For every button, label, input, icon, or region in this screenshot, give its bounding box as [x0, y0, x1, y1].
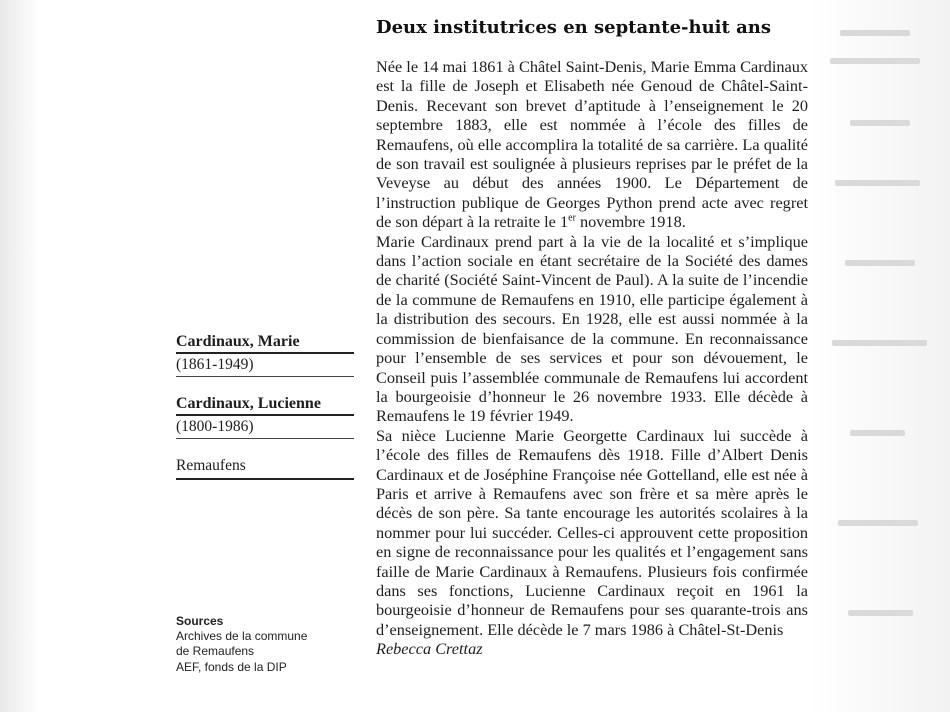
article-body — [376, 57, 808, 659]
person-1-dates: (1861-1949) — [176, 354, 354, 377]
sources-title: Sources — [176, 614, 224, 628]
place-block — [176, 456, 354, 480]
source-line: de Remaufens — [176, 644, 255, 659]
source-line: AEF, fonds de la DIP — [176, 659, 287, 674]
facing-page-bleed — [810, 0, 950, 712]
person-2-name: Cardinaux, Lucienne — [176, 394, 354, 416]
author-signature: Rebecca Crettaz — [376, 639, 483, 659]
page-edge-shadow — [0, 0, 40, 712]
person-1-block — [176, 332, 354, 377]
source-line: Archives de la commune — [176, 629, 308, 644]
paragraph-1-end: novembre 1918. — [575, 212, 686, 232]
paragraph-3: Sa nièce Lucienne Marie Georgette Cardinaux lui succède à l’école des filles de Remaufens dès 1918. Fille d’Albert Denis Cardinaux et de Joséphine Françoise née Gottelland, elle est née à Paris et arrive à Remaufens avec son frère et sa mère après le décès de son père. Sa tante encourage les autorités scolaires à la nommer pour lui succéder. Celles-ci approuvent cette proposition en signe de reconnaissance pour les qualités et l’engagement sans faille de Marie Cardinaux à Remaufens. Plusieurs fois confirmée dans ses fonctions, Lucienne Cardinaux reçoit en 1961 la bourgeoisie d’honneur de Remaufens pour ses quarante-trois ans d’enseignement. Elle décède le 7 mars 1986 à Châtel-St-Denis — [376, 425, 808, 639]
person-2-block — [176, 394, 354, 439]
article-title: Deux institutrices en septante-huit ans — [376, 17, 771, 38]
paragraph-2: Marie Cardinaux prend part à la vie de la localité et s’implique dans l’action sociale en étant secrétaire de la Société des dames de charité (Société Saint-Vincent de Paul). A la suite de l’incendie de la commune de Remaufens en 1910, elle participe également à la distribution des secours. En 1928, elle est aussi nommée à la commission de bienfaisance de la commune. En reconnaissance pour l’ensemble de ses services et pour son dévouement, le Conseil puis l’assemblée communale de Remaufens lui accordent la bourgeoisie d’honneur le 26 novembre 1933. Elle décède à Remaufens le 19 février 1949. — [376, 231, 808, 426]
place-name: Remaufens — [176, 456, 354, 480]
paragraph-1 — [376, 57, 808, 232]
ordinal-superscript: er — [568, 212, 576, 224]
person-2-dates: (1800-1986) — [176, 416, 354, 439]
paragraph-1-text: Née le 14 mai 1861 à Châtel Saint-Denis, Marie Emma Cardinaux est la fille de Joseph et Elisabeth née Genoud de Châtel-Saint-Denis. Recevant son brevet d’aptitude à l’enseignement le 20 septembre 1883, elle est nommée à l’école des filles de Remaufens, où elle accomplira la totalité de sa carrière. La qualité de son travail est soulignée à plusieurs reprises par le préfet de la Veveyse au début des années 1900. Le Département de l’instruction publique de Georges Python prend acte avec regret de son départ à la retraite le 1 — [376, 57, 808, 232]
person-1-name: Cardinaux, Marie — [176, 332, 354, 354]
sources-block — [176, 614, 346, 675]
